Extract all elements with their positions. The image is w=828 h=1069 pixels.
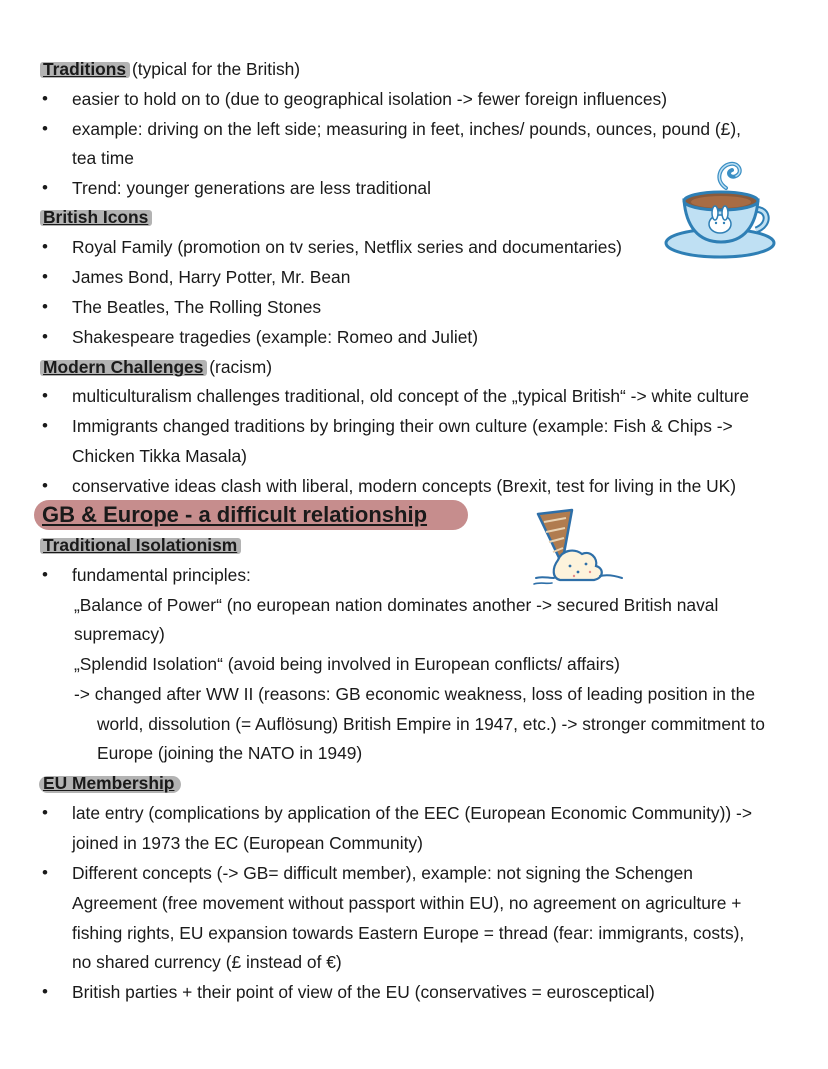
list-item: British parties + their point of view of the EU (conservatives = eurosceptical) bbox=[72, 982, 655, 1002]
traditions-heading-line bbox=[42, 58, 300, 80]
traditions-heading: Traditions bbox=[43, 59, 127, 79]
list-item: James Bond, Harry Potter, Mr. Bean bbox=[72, 267, 351, 287]
challenges-heading: Modern Challenges bbox=[43, 357, 204, 377]
list-item-sub: „Splendid Isolation“ (avoid being involved in European conflicts/ affairs) bbox=[74, 654, 620, 674]
list-item: multiculturalism challenges traditional, old concept of the „typical British“ -> white culture bbox=[72, 386, 750, 406]
isolationism-heading: Traditional Isolationism bbox=[43, 535, 238, 555]
bullet-dot: • bbox=[42, 476, 48, 495]
list-item: Royal Family (promotion on tv series, Netflix series and documentaries) bbox=[72, 237, 622, 257]
icons-heading-line bbox=[42, 206, 149, 228]
list-item-continued: joined in 1973 the EC (European Community) bbox=[72, 833, 423, 853]
list-item: Shakespeare tragedies (example: Romeo and Juliet) bbox=[72, 327, 479, 347]
list-item-continued: fishing rights, EU expansion towards Eastern Europe = thread (fear: immigrants, costs), bbox=[72, 923, 745, 943]
bullet-dot: • bbox=[42, 386, 48, 405]
list-item-sub: world, dissolution (= Auflösung) British Empire in 1947, etc.) -> stronger commitment to bbox=[97, 714, 765, 734]
bullet-dot: • bbox=[42, 565, 48, 584]
list-item: Trend: younger generations are less traditional bbox=[72, 178, 431, 198]
bullet-dot: • bbox=[42, 119, 48, 138]
bullet-dot: • bbox=[42, 982, 48, 1001]
bullet-dot: • bbox=[42, 416, 48, 435]
list-item-sub: -> changed after WW II (reasons: GB economic weakness, loss of leading position in the bbox=[74, 684, 755, 704]
bullet-dot: • bbox=[42, 803, 48, 822]
bullet-dot: • bbox=[42, 327, 48, 346]
traditions-suffix: (typical for the British) bbox=[127, 59, 301, 79]
section-title: GB & Europe - a difficult relationship bbox=[42, 502, 428, 527]
ice-cream-cone-icon bbox=[532, 506, 626, 590]
eu-heading: EU Membership bbox=[43, 773, 175, 793]
list-item-sub: supremacy) bbox=[74, 624, 165, 644]
bullet-dot: • bbox=[42, 863, 48, 882]
list-item: fundamental principles: bbox=[72, 565, 251, 585]
isolationism-heading-line bbox=[42, 534, 238, 556]
list-item: The Beatles, The Rolling Stones bbox=[72, 297, 322, 317]
bullet-dot: • bbox=[42, 89, 48, 108]
bullet-dot: • bbox=[42, 178, 48, 197]
icons-heading: British Icons bbox=[43, 207, 149, 227]
list-item: conservative ideas clash with liberal, modern concepts (Brexit, test for living in the UK) bbox=[72, 476, 737, 496]
list-item: easier to hold on to (due to geographical isolation -> fewer foreign influences) bbox=[72, 89, 668, 109]
teacup-icon bbox=[664, 150, 780, 266]
list-item: Immigrants changed traditions by bringing their own culture (example: Fish & Chips -> bbox=[72, 416, 733, 436]
challenges-heading-line bbox=[42, 356, 272, 378]
list-item: example: driving on the left side; measuring in feet, inches/ pounds, ounces, pound (£), bbox=[72, 119, 741, 139]
challenges-suffix: (racism) bbox=[204, 357, 273, 377]
list-item-continued: tea time bbox=[72, 148, 134, 168]
list-item-sub: „Balance of Power“ (no european nation dominates another -> secured British naval bbox=[74, 595, 719, 615]
bullet-dot: • bbox=[42, 237, 48, 256]
list-item-continued: Chicken Tikka Masala) bbox=[72, 446, 247, 466]
list-item-continued: Agreement (free movement without passport within EU), no agreement on agriculture + bbox=[72, 893, 742, 913]
list-item: Different concepts (-> GB= difficult member), example: not signing the Schengen bbox=[72, 863, 693, 883]
bullet-dot: • bbox=[42, 297, 48, 316]
list-item-continued: no shared currency (£ instead of €) bbox=[72, 952, 342, 972]
list-item-sub: Europe (joining the NATO in 1949) bbox=[97, 743, 363, 763]
eu-heading-line bbox=[42, 772, 175, 794]
list-item: late entry (complications by application of the EEC (European Economic Community)) -> bbox=[72, 803, 752, 823]
bullet-dot: • bbox=[42, 267, 48, 286]
